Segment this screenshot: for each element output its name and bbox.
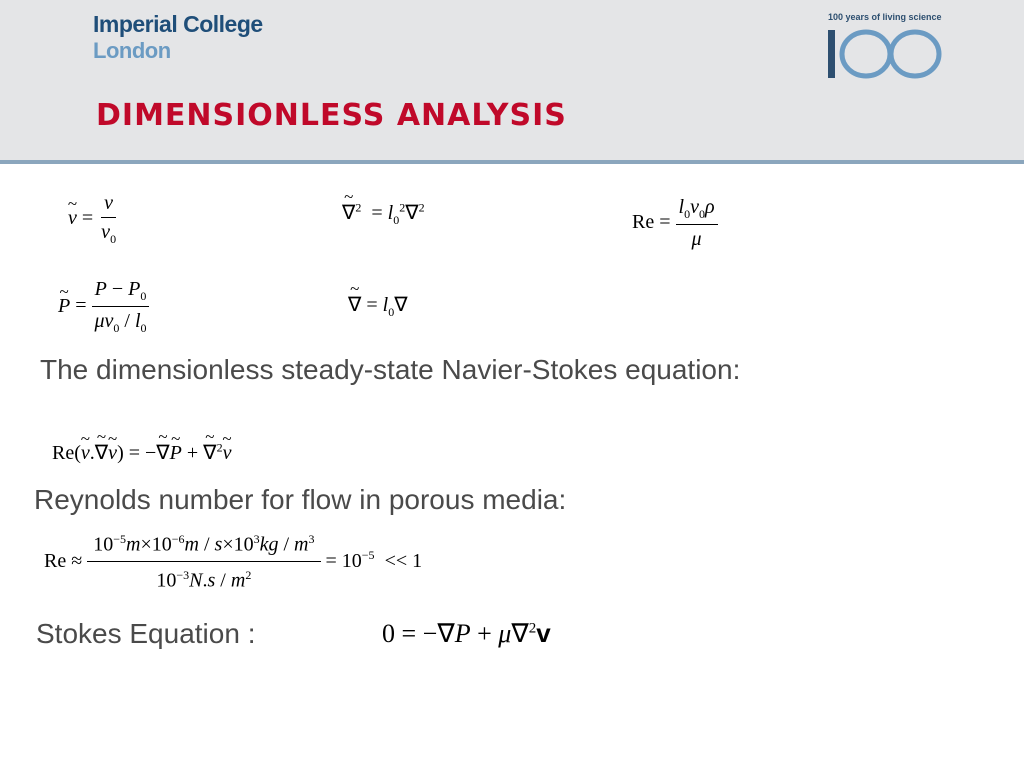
equation-dimensionless-laplacian: ~ $\nabla^2 = l_0^2\nabla^2$ — [342, 200, 425, 228]
imperial-logo-line1: Imperial College — [93, 11, 263, 37]
text-reynolds-porous: Reynolds number for flow in porous media: — [34, 484, 567, 515]
centenary-100-logo — [826, 27, 944, 81]
equation-reynolds-estimate: Re ≈ $\frac{10^{-5}m\times 10^{-6}m / s\times 10^3kg / m^3}{10^{-3}N.s / m^2}$ = $10^{-5} << 1$ — [44, 532, 423, 592]
equation-dimensionless-pressure: ~ P = $\frac{P - P_0}{\mu v_0 / l_0}$ — [58, 278, 150, 336]
slide-title: DIMENSIONLESS ANALYSIS — [96, 98, 567, 133]
header-divider — [0, 160, 1024, 164]
equation-reynolds-definition: Re = $\frac{l_0v_0\rho}{\mu}$ — [632, 196, 718, 251]
equation-navier-stokes-dimensionless: Re(~ v.~ ∇~ v) = −~ ∇~ P + ~ ∇$^2$~ v — [52, 440, 231, 465]
text-stokes-equation: Stokes Equation : — [36, 618, 256, 649]
equation-stokes: 0 = −∇P + μ∇$^2$v — [382, 618, 551, 648]
equation-dimensionless-gradient: ~ ∇ = $l_0\nabla$ — [348, 292, 408, 320]
equation-dimensionless-velocity: ~ v = $\frac{v}{v_0}$ — [68, 192, 119, 247]
text-navier-stokes: The dimensionless steady-state Navier-Stokes equation: — [40, 354, 741, 385]
imperial-logo-line2: London — [93, 38, 171, 63]
centenary-tagline: 100 years of living science — [828, 12, 942, 22]
